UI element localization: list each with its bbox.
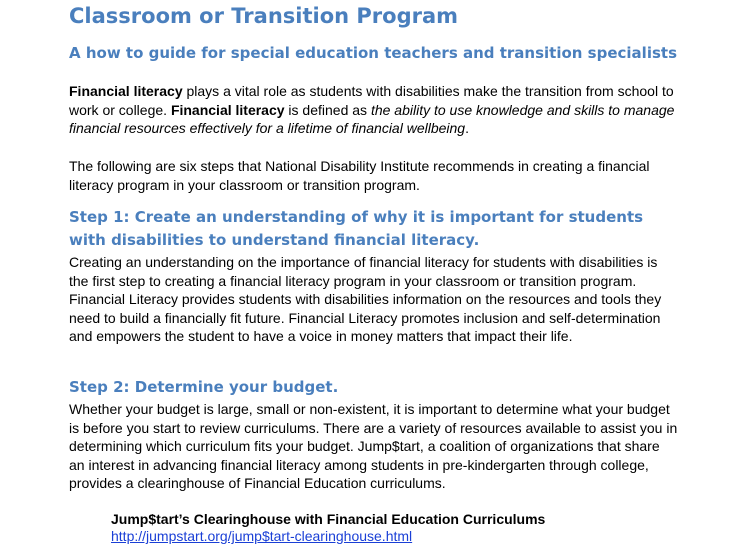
page-title: Classroom or Transition Program xyxy=(69,4,459,28)
intro-text-2: is defined as xyxy=(284,101,371,118)
page-subtitle: A how to guide for special education teachers and transition specialists xyxy=(69,44,677,62)
intro-term-1: Financial literacy xyxy=(69,83,183,99)
step-1-heading: Step 1: Create an understanding of why it is important for students with disabilities to understand financial literacy. xyxy=(69,208,644,249)
resource-title: Jump$tart’s Clearinghouse with Financial Education Curriculums xyxy=(111,511,546,527)
step-1-body: Creating an understanding on the importance of financial literacy for students with disabilities is the first step to creating a financial literacy program in your classroom or transition program. Financial Literacy provides students with disabilities information on the resources and tools they need to build a financially fit future. Financial Literacy promotes inclusion and self-determination and empowers the student to have a voice in money matters that impact their life. xyxy=(69,254,662,345)
step-2-body: Whether your budget is large, small or non-existent, it is important to determine what your budget is before you start to review curriculums. There are a variety of resources available to assist you in determining which curriculum fits your budget. Jump$tart, a coalition of organizations that share an interest in advancing financial literacy among students in pre-kindergarten through college, provides a clearinghouse of Financial Education curriculums. xyxy=(69,401,678,492)
intro-text-1: plays a vital role as students with disabilities make the transition from school to work or college. xyxy=(69,83,674,118)
step-2-heading: Step 2: Determine your budget. xyxy=(69,378,339,396)
steps-intro-paragraph: The following are six steps that National Disability Institute recommends in creating a financial literacy program in your classroom or transition program. xyxy=(69,158,650,193)
intro-definition: the ability to use knowledge and skills to manage financial resources effectively for a lifetime of financial wellbeing xyxy=(69,101,675,137)
resource-link[interactable]: http://jumpstart.org/jump$tart-clearinghouse.html xyxy=(111,528,413,544)
intro-end: . xyxy=(465,120,469,137)
intro-term-2: Financial literacy xyxy=(170,101,285,118)
intro-paragraph xyxy=(69,82,679,138)
